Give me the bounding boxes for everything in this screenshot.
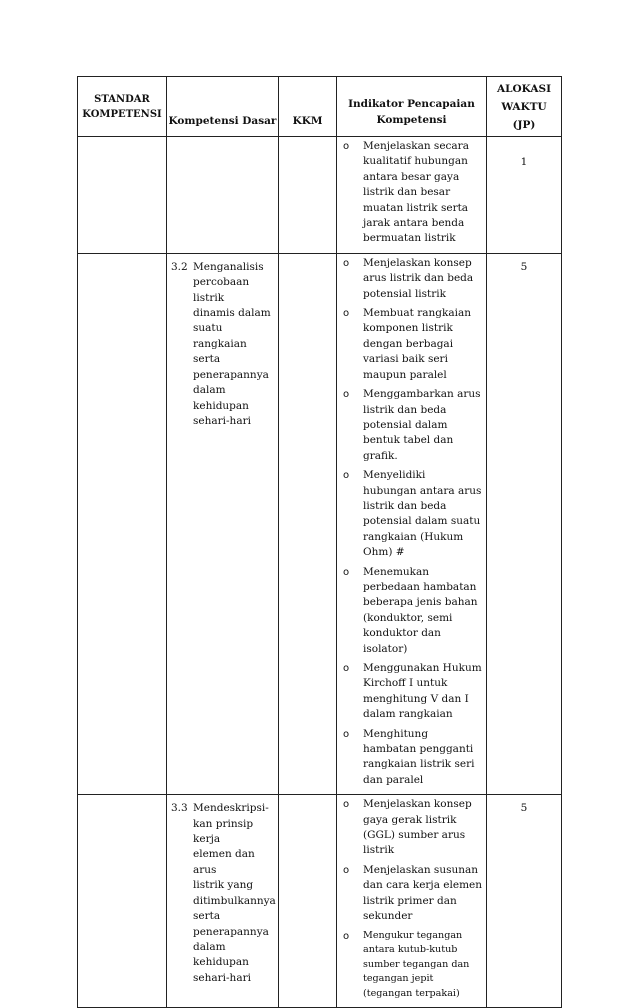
indicator-item [341,863,482,925]
header-alokasi-line1: ALOKASI [496,82,552,95]
indicator-item [341,565,482,657]
kd-text-line: listrik yang [193,879,254,892]
cell-kompetensi-dasar [167,795,279,1008]
bullet-icon: o [343,257,350,269]
header-alokasi-waktu [487,77,562,137]
bullet-icon: o [343,864,350,876]
indicator-text: Menjelaskan konsep arus listrik dan beda potensial listrik [363,256,474,300]
table-body [78,137,562,1008]
cell-alokasi-jp: 5 [487,795,562,1008]
header-indikator-line2: Kompetensi [376,113,447,126]
indicator-item [341,661,482,723]
kd-text [193,260,274,429]
kd-number: 3.3 [171,802,188,815]
kd-text-line: dinamis dalam [193,307,271,320]
table-row [78,137,562,254]
indicator-item [341,929,482,1002]
kd-text-line: serta [193,353,221,366]
bullet-icon: o [343,930,350,942]
cell-indikator [337,137,487,254]
header-kompetensi-dasar: Kompetensi Dasar [167,77,279,137]
indicator-list [337,254,486,794]
bullet-icon: o [343,389,350,401]
bullet-icon: o [343,663,350,674]
kd-text-line: elemen dan arus [193,848,255,876]
kd-text-line: kehidupan [193,956,249,969]
cell-kompetensi-dasar [167,137,279,254]
indicator-item [341,468,482,560]
kd-text-line: sehari-hari [193,971,251,984]
kd-text-line: suatu rangkaian [193,322,247,350]
cell-standar-kompetensi [78,253,167,794]
cell-standar-kompetensi [78,795,167,1008]
kd-text-line: Menganalisis [193,260,264,273]
bullet-icon: o [343,728,350,740]
table-row [78,253,562,794]
cell-standar-kompetensi [78,137,167,254]
bullet-icon: o [343,566,350,578]
cell-alokasi-jp: 1 [487,137,562,254]
cell-alokasi-jp: 5 [487,253,562,794]
indicator-text: Menjelaskan susunan dan cara kerja elemen listrik primer dan sekunder [363,863,483,923]
bullet-icon: o [343,799,350,811]
bullet-icon: o [343,470,350,482]
indicator-text: Menggunakan Hukum Kirchoff I untuk menghitung V dan I dalam rangkaian [363,662,482,721]
indicator-list [337,137,486,253]
kd-text-line: penerapannya [193,368,269,381]
indicator-text: Menggambarkan arus listrik dan beda potensial dalam bentuk tabel dan grafik. [363,388,481,462]
kd-text-line: Mendeskripsi- [193,802,269,815]
cell-kkm [279,795,337,1008]
indicator-text: Menghitung hambatan pengganti rangkaian listrik seri dan paralel [363,727,475,786]
header-kkm: KKM [279,77,337,137]
kd-text-line: serta [193,910,221,923]
kd-text-line: dalam [193,940,226,953]
kd-text-line: kan prinsip kerja [193,817,254,846]
indicator-item [341,306,482,383]
indicator-item [341,139,482,247]
kd-text-line: kehidupan [193,399,249,412]
cell-indikator [337,795,487,1008]
header-row [78,77,562,137]
bullet-icon: o [343,141,350,152]
indicator-text: Menjelaskan konsep gaya gerak listrik (GGL) sumber arus listrik [363,798,472,857]
header-standar-kompetensi [78,77,167,137]
indicator-text: Menemukan perbedaan hambatan beberapa jenis bahan (konduktor, semi konduktor dan isolator) [363,565,478,655]
kd-number: 3.2 [171,260,188,273]
header-indikator-line1: Indikator Pencapaian [348,97,475,110]
table-row [78,795,562,1008]
bullet-icon: o [343,308,350,320]
header-alokasi-line3: (JP) [512,118,536,131]
indicator-text: Menjelaskan secara kualitatif hubungan antara besar gaya listrik dan besar muatan listrik serta jarak antara benda bermuatan listrik [363,140,469,245]
cell-kkm [279,253,337,794]
indicator-text: Mengukur tegangan antara kutub-kutub sumber tegangan dan tegangan jepit (tegangan terpakai) [363,929,470,999]
kd-text-line: ditimbulkannya [193,894,276,907]
indicator-item [341,256,482,302]
kd-text-line: dalam [193,384,226,397]
header-indikator [337,77,487,137]
indicator-text: Menyelidiki hubungan antara arus listrik dan beda potensial dalam suatu rangkaian (Hukum Ohm) # [363,469,482,559]
kd-text-line: penerapannya [193,925,269,938]
kd-text-line: percobaan listrik [193,276,250,304]
header-sk-line1: STANDAR [94,93,150,105]
header-alokasi-line2: WAKTU [501,100,547,113]
indicator-item [341,727,482,789]
indicator-item [341,387,482,464]
kd-text-line: sehari-hari [193,414,251,427]
kd-text [193,801,276,986]
indicator-item [341,797,482,859]
indicator-list [337,795,486,1007]
header-sk-line2: KOMPETENSI [82,108,162,120]
competency-table [77,76,562,1008]
indicator-text: Membuat rangkaian komponen listrik dengan berbagai variasi baik seri maupun paralel [363,307,471,381]
cell-indikator [337,253,487,794]
cell-kkm [279,137,337,254]
cell-kompetensi-dasar [167,253,279,794]
